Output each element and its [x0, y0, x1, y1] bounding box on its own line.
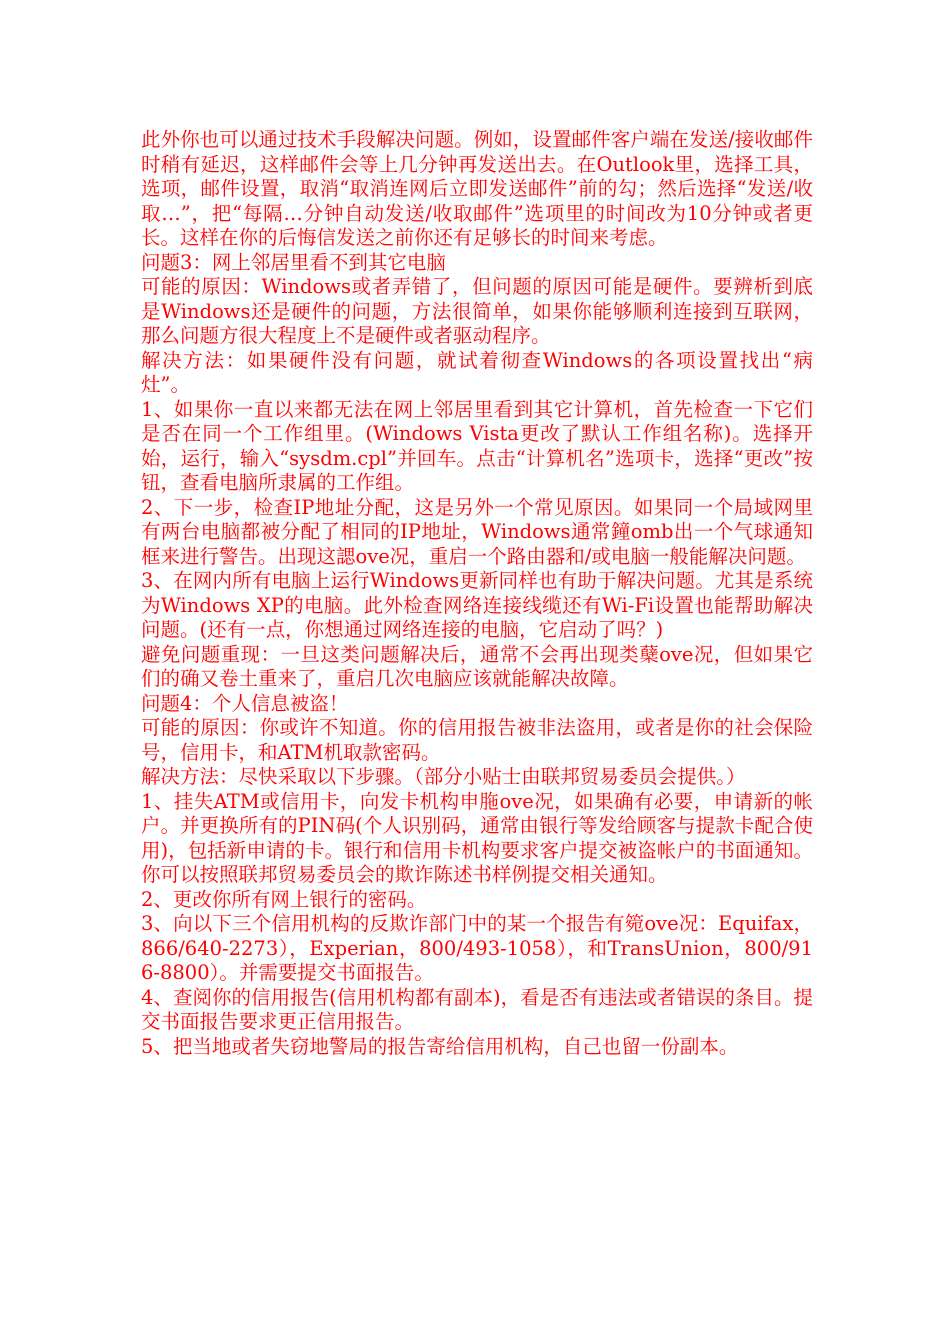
paragraph-possible-cause: 可能的原因：Windows或者弄错了，但问题的原因可能是硬件。要辨析到底是Windows还是硬件的问题，方法很简单，如果你能够顺利连接到互联网，那么问题方很大程度上不是硬件或者驱动程序。 — [141, 275, 813, 347]
paragraph-step-4-2: 2、更改你所有网上银行的密码。 — [141, 887, 427, 911]
heading-problem-3: 问题3：网上邻居里看不到其它电脑 — [141, 250, 446, 274]
paragraph-step-2: 2、下一步，检查IP地址分配，这是另外一个常见原因。如果同一个局域网里有两台电脑都被分配了相同的IP地址，Windows通常鐘omb出一个气球通知框来进行警告。出现这諰ove况，重启一个路由器和/或电脑一般能解决问题。 — [141, 495, 813, 568]
paragraph-possible-cause-4: 可能的原因：你或许不知道。你的信用报告被非法盗用，或者是你的社会保险号，信用卡，和ATM机取款密码。 — [141, 716, 813, 764]
heading-problem-4: 问题4：个人信息被盗！ — [141, 691, 349, 715]
paragraph-step-3: 3、在网内所有电脑上运行Windows更新同样也有助于解决问题。尤其是系统为Windows XP的电脑。此外检查网络连接线缆还有Wi-Fi设置也能帮助解决问题。(还有一点，你想通过网络连接的电脑，它启动了吗？) — [141, 569, 813, 641]
paragraph-step-1: 1、如果你一直以来都无法在网上邻居里看到其它计算机，首先检查一下它们是否在同一个工作组里。(Windows Vista更改了默认工作组名称)。选择开始，运行，输入“sysdm.cpl”并回车。点击“计算机名”选项卡，选择“更改”按钮，查看电脑所隶属的工作组。 — [141, 397, 813, 494]
paragraph-avoid-recurrence: 避免问题重现：一旦这类问题解决后，通常不会再出现类蘖ove况，但如果它们的确又卷土重来了，重启几次电脑应该就能解决故障。 — [141, 642, 813, 690]
paragraph-solution-4: 解决方法：尽快采取以下步骤。（部分小贴士由联邦贸易委员会提供。） — [141, 765, 746, 788]
paragraph-step-4-3: 3、向以下三个信用机构的反欺诈部门中的某一个报告有箢ove况：Equifax，866/640-2273），Experian，800/493-1058），和TransUnion，800/916-8800）。并需要提交书面报告。 — [141, 912, 813, 984]
paragraph-outlook-tip: 此外你也可以通过技术手段解决问题。例如，设置邮件客户端在发送/接收邮件时稍有延迟，这样邮件会等上几分钟再发送出去。在Outlook里，选择工具，选项，邮件设置，取消“取消连网后立即发送邮件”前的勾；然后选择“发送/收取…”，把“每隔…分钟自动发送/收取邮件”选项里的时间改为10分钟或者更长。这样在你的后悔信发送之前你还有足够长的时间来考虑。 — [141, 128, 813, 249]
paragraph-step-4-1: 1、挂失ATM或信用卡，向发卡机构申胣ove况，如果确有必要，申请新的帐户。并更换所有的PIN码(个人识别码，通常由银行等发给顾客与提款卡配合使用)，包括新申请的卡。银行和信用卡机构要求客户提交被盗帐户的书面通知。你可以按照联邦贸易委员会的欺诈陈述书样例提交相关通知。 — [141, 789, 813, 886]
paragraph-step-4-5: 5、把当地或者失窃地警局的报告寄给信用机构，自己也留一份副本。 — [141, 1034, 739, 1058]
paragraph-solution: 解决方法：如果硬件没有问题，就试着彻查Windows的各项设置找出“病灶”。 — [141, 348, 813, 396]
paragraph-step-4-4: 4、查阅你的信用报告(信用机构都有副本)，看是否有违法或者错误的条目。提交书面报告要求更正信用报告。 — [141, 985, 813, 1033]
document-body — [141, 128, 813, 1059]
